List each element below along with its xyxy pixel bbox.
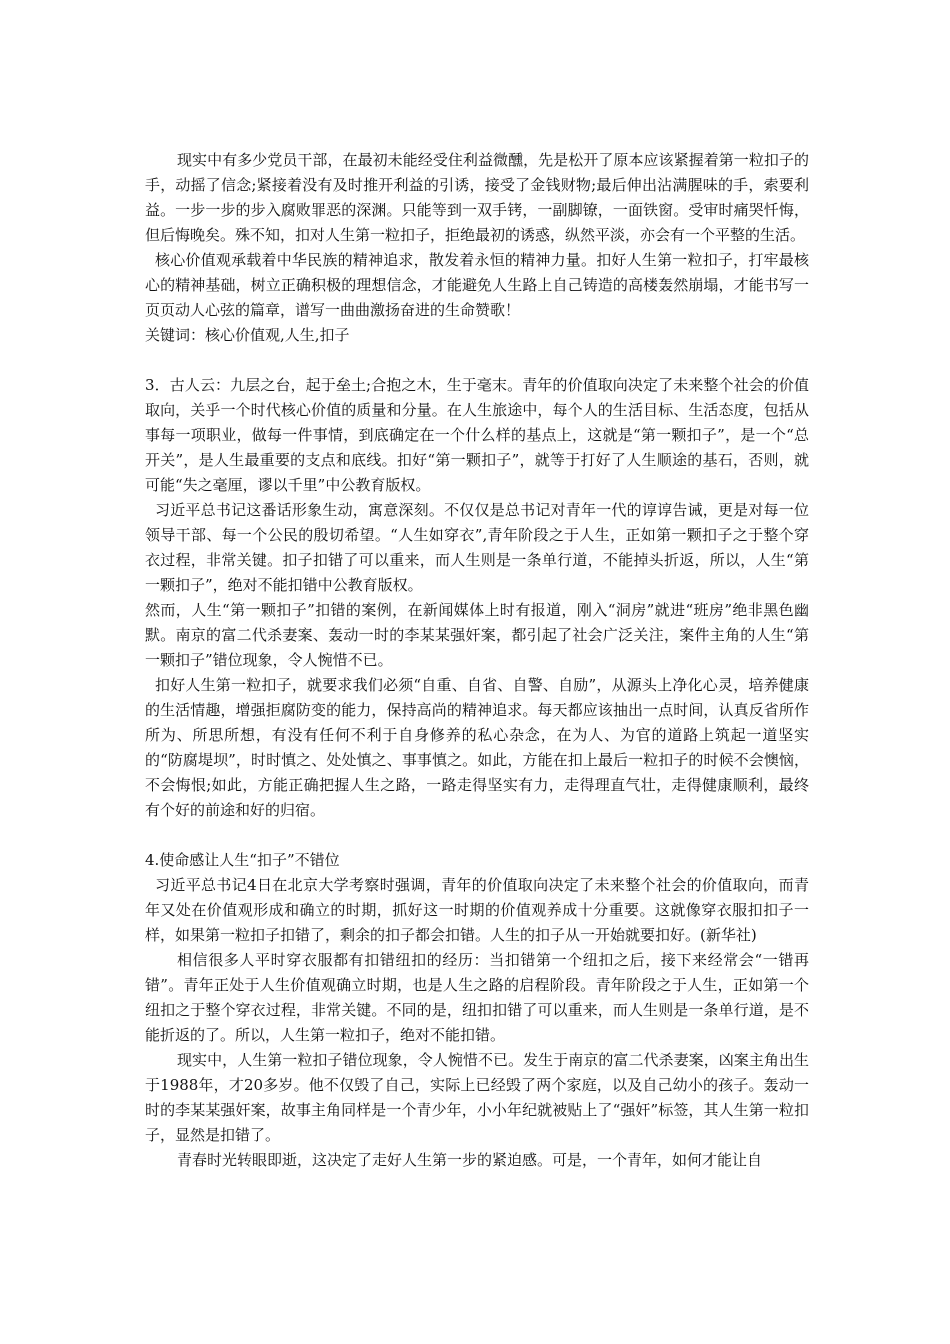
paragraph-section-4-youth: 青春时光转眼即逝，这决定了走好人生第一步的紧迫感。可是，一个青年，如何才能让自 [177, 1151, 763, 1169]
paragraph-section-4-peking-university: 习近平总书记4日在北京大学考察时强调，青年的价值取向决定了未来整个社会的价值取向，而青年又处在价值观形成和确立的时期，抓好这一时期的价值观养成十分重要。这就像穿衣服扣扣子一样，如果第一粒扣子扣错了，剩余的扣子都会扣错。人生的扣子从一开始就要扣好。(新华社) [145, 876, 809, 944]
paragraph-core-values: 核心价值观承载着中华民族的精神追求，散发着永恒的精神力量。扣好人生第一粒扣子，打牢最核心的精神基础，树立正确积极的理想信念，才能避免人生路上自己铸造的高楼轰然崩塌，才能书写一页页动人心弦的篇章，谱写一曲曲激扬奋进的生命赞歌！ [145, 251, 809, 319]
paragraph-section-4-buttons: 相信很多人平时穿衣服都有扣错纽扣的经历：当扣错第一个纽扣之后，接下来经常会“一错再错”。青年正处于人生价值观确立时期，也是人生之路的启程阶段。青年阶段之于人生，正如第一个纽扣之于整个穿衣过程，非常关键。不同的是，纽扣扣错了可以重来，而人生则是一条单行道，是不能折返的了。所以，人生第一粒扣子，绝对不能扣错。 [145, 951, 809, 1044]
section-4-heading: 4.使命感让人生“扣子”不错位 [145, 851, 340, 869]
paragraph-gap [145, 823, 809, 848]
paragraph-section-3-cases: 然而，人生“第一颗扣子”扣错的案例，在新闻媒体上时有报道，刚入“洞房”就进“班房”绝非黑色幽默。南京的富二代杀妻案、轰动一时的李某某强奸案，都引起了社会广泛关注，案件主角的人生“第一颗扣子”错位现象，令人惋惜不已。 [145, 601, 809, 669]
paragraph-reality-officials: 现实中有多少党员干部，在最初未能经受住利益微醺，先是松开了原本应该紧握着第一粒扣子的手，动摇了信念;紧接着没有及时推开利益的引诱，接受了金钱财物;最后伸出沾满腥味的手，索要利益。一步一步的步入腐败罪恶的深渊。只能等到一双手铐，一副脚镣，一面铁窗。受审时痛哭忏悔，但后悔晚矣。殊不知，扣对人生第一粒扣子，拒绝最初的诱惑，纵然平淡，亦会有一个平整的生活。 [145, 151, 809, 244]
paragraph-section-3-xi-remarks: 习近平总书记这番话形象生动，寓意深刻。不仅仅是总书记对青年一代的谆谆告诫，更是对每一位领导干部、每一个公民的殷切希望。“人生如穿衣”,青年阶段之于人生，正如第一颗扣子之于整个穿衣过程，非常关键。扣子扣错了可以重来，而人生则是一条单行道，不能掉头折返，所以，人生“第一颗扣子”，绝对不能扣错中公教育版权。 [145, 501, 809, 594]
paragraph-section-3-intro: 3．古人云：九层之台，起于垒土;合抱之木，生于毫末。青年的价值取向决定了未来整个社会的价值取向，关乎一个时代核心价值的质量和分量。在人生旅途中，每个人的生活目标、生活态度，包括从事每一项职业，做每一件事情，到底确定在一个什么样的基点上，这就是“第一颗扣子”，是一个“总开关”，是人生最重要的支点和底线。扣好“第一颗扣子”，就等于打好了人生顺途的基石，否则，就可能“失之毫厘，谬以千里”中公教育版权。 [145, 376, 809, 494]
paragraph-section-3-self-discipline: 扣好人生第一粒扣子，就要求我们必须“自重、自省、自警、自励”，从源头上净化心灵，培养健康的生活情趣，增强拒腐防变的能力，保持高尚的精神追求。每天都应该抽出一点时间，认真反省所作所为、所思所想，有没有任何不利于自身修养的私心杂念，在为人、为官的道路上筑起一道坚实的“防腐堤坝”，时时慎之、处处慎之、事事慎之。如此，方能在扣上最后一粒扣子的时候不会懊恼，不会悔恨;如此，方能正确把握人生之路，一路走得坚实有力，走得理直气壮，走得健康顺利，最终有个好的前途和好的归宿。 [145, 676, 809, 819]
document-page [145, 148, 809, 1173]
paragraph-gap [145, 348, 809, 373]
keywords-line: 关键词：核心价值观,人生,扣子 [145, 326, 350, 344]
paragraph-section-4-cases: 现实中，人生第一粒扣子错位现象，令人惋惜不已。发生于南京的富二代杀妻案，凶案主角出生于1988年，才20多岁。他不仅毁了自己，实际上已经毁了两个家庭，以及自己幼小的孩子。轰动一时的李某某强奸案，故事主角同样是一个青少年，小小年纪就被贴上了“强奸”标签，其人生第一粒扣子，显然是扣错了。 [145, 1051, 809, 1144]
